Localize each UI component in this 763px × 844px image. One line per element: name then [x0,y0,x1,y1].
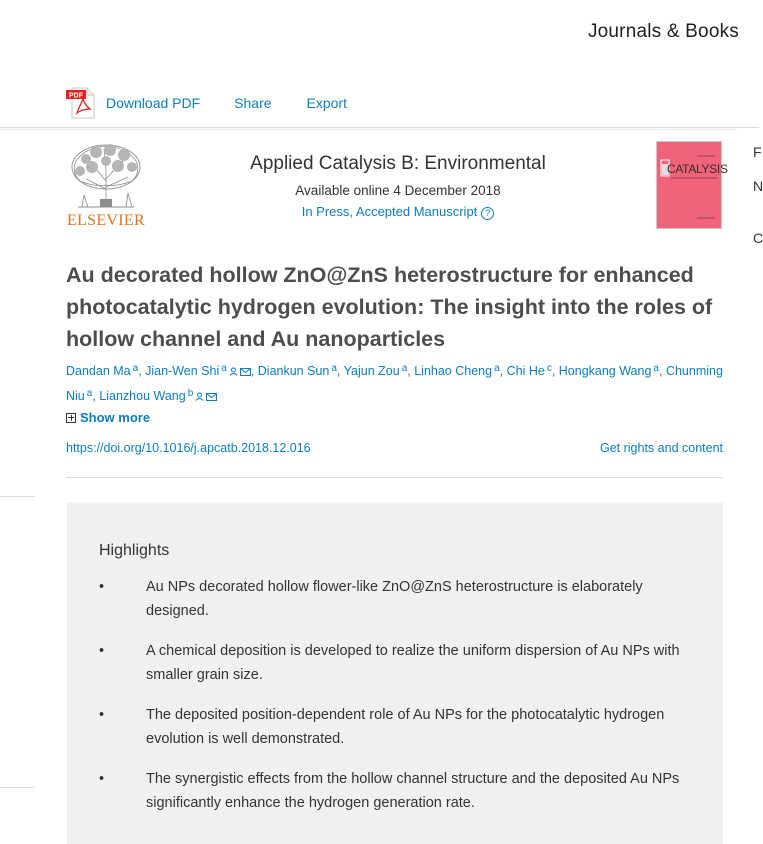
elsevier-tree-icon [66,141,146,211]
author-affiliation: a [401,363,408,374]
author-link[interactable] [99,389,217,403]
author-affiliation: a [86,388,93,399]
highlight-item [99,575,699,623]
available-online-date: Available online 4 December 2018 [295,183,501,198]
journal-info [150,153,646,220]
pdf-badge-text: PDF [69,92,83,100]
author-link[interactable] [258,364,337,378]
header-divider [0,127,759,128]
author-name: Hongkang Wang [558,364,652,378]
author-name: Chunming Niu [66,364,723,403]
author-affiliation: a [132,363,139,374]
get-rights-link[interactable]: Get rights and content [600,441,723,455]
author-profile-icon [229,361,238,383]
header-divider-shadow [0,129,737,130]
article-title: Au decorated hollow ZnO@ZnS heterostructure for enhanced photocatalytic hydrogen evolution: The insight into the roles of hollow channel and Au nanoparticles [66,263,713,351]
author-affiliation: a [494,363,500,374]
sidebar-edge-text-1: F [753,144,762,160]
in-press-label: In Press, Accepted Manuscript [301,204,478,219]
export-link[interactable]: Export [306,95,347,111]
highlight-text: A chemical deposition is developed to realize the uniform dispersion of Au NPs with smaller grain size. [146,643,680,683]
journals-books-link[interactable]: Journals & Books [587,21,739,42]
pdf-icon[interactable] [66,87,96,119]
journal-cover-thumbnail[interactable] [656,141,728,229]
author-link[interactable] [414,364,499,378]
elsevier-wordmark: ELSEVIER [67,212,145,229]
author-affiliation: a [331,363,337,374]
author-link[interactable] [66,364,138,378]
share-link[interactable]: Share [234,95,272,111]
cover-decoration [657,142,723,230]
highlight-item [99,703,699,751]
article-divider [66,477,723,478]
doi-link[interactable]: https://doi.org/10.1016/j.apcatb.2018.12.016 [66,441,311,455]
expand-plus-icon [66,413,76,423]
highlight-item [99,639,699,687]
bullet: • [99,771,105,787]
help-icon[interactable]: ? [481,207,494,220]
highlights-section [67,503,723,844]
highlights-list [99,575,699,831]
author-name: Diankun Sun [257,364,330,378]
in-press-status[interactable] [150,204,646,220]
author-profile-icon [195,386,204,408]
bullet: • [99,643,105,659]
highlights-heading: Highlights [99,542,170,559]
article-toolbar [66,86,382,120]
author-affiliation: c [546,363,552,374]
author-name: Lianzhou Wang [99,389,186,403]
author-name: Jian-Wen Shi [145,364,220,378]
sidebar-divider-bottom [0,787,35,788]
author-name: Linhao Cheng [414,364,493,378]
sidebar-divider-top [0,496,35,497]
download-pdf-link[interactable]: Download PDF [106,95,201,111]
author-name: Dandan Ma [66,364,131,378]
elsevier-logo[interactable] [66,141,146,233]
author-affiliation: a [653,363,659,374]
author-link[interactable] [559,364,659,378]
email-icon [206,386,217,408]
cover-title: CATALYSIS [667,162,728,176]
bullet: • [99,707,105,723]
highlight-text: Au NPs decorated hollow flower-like ZnO@ZnS heterostructure is elaborately designed. [146,579,643,619]
sidebar-edge-text-2: N [753,178,763,194]
bullet: • [99,579,105,595]
highlight-text: The synergistic effects from the hollow channel structure and the deposited Au NPs significantly enhance the hydrogen generation rate. [146,771,680,811]
author-list: Dandan Ma $^a$, Jian-Wen Shi $^a$ , Diankun Sun $^a$, Yajun Zou $^a$, Linhao Cheng $^a$, Chi He $^c$, Hongkang Wang $^a$, Chunming Niu $^a$, Lianzhou Wang $^b$ [66,358,726,408]
highlight-item [99,767,699,815]
email-icon [240,361,251,383]
author-affiliation: b [187,388,194,399]
journal-name-link[interactable]: Applied Catalysis B: Environmental [250,153,546,174]
author-link[interactable] [145,364,251,378]
show-more-label: Show more [80,410,151,425]
author-link[interactable] [507,364,552,378]
author-link[interactable] [344,364,408,378]
author-name: Chi He [506,364,545,378]
show-more-button[interactable] [66,410,150,425]
author-name: Yajun Zou [343,364,400,378]
highlight-text: The deposited position-dependent role of Au NPs for the photocatalytic hydrogen evolution is well demonstrated. [146,707,665,747]
author-affiliation: a [221,363,227,374]
sidebar-edge-text-3: C [753,230,763,246]
